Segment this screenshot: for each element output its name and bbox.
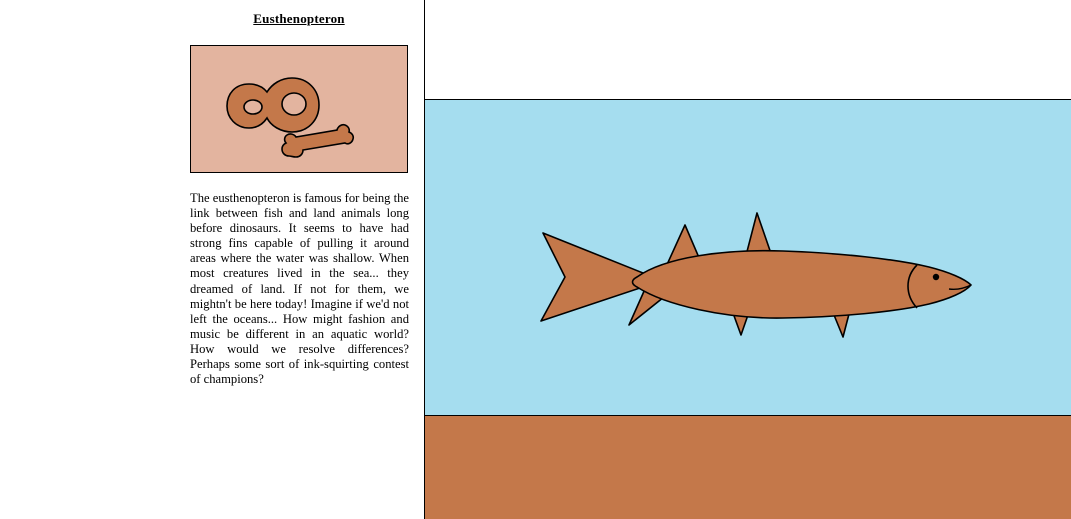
info-panel xyxy=(0,0,425,519)
fossil-image xyxy=(190,45,408,173)
eusthenopteron-illustration xyxy=(525,195,985,360)
page-title: Eusthenopteron xyxy=(253,11,345,26)
sky-band xyxy=(425,0,1071,99)
species-description: The eusthenopteron is famous for being the link between fish and land animals long before dinosaurs. It seems to have had strong fins capable of pulling it around areas where the water was shallow. When most creatures lived in the sea... they dreamed of land. If not for them, we mightn't be here today! Imagine if we'd not left the oceans... How might fashion and music be different in an aquatic world? How would we resolve differences? Perhaps some sort of ink-squirting contest of champions? xyxy=(190,191,409,387)
scene-panel xyxy=(425,0,1071,519)
seabed-band xyxy=(425,415,1071,519)
fossil-bones-icon xyxy=(191,46,407,172)
